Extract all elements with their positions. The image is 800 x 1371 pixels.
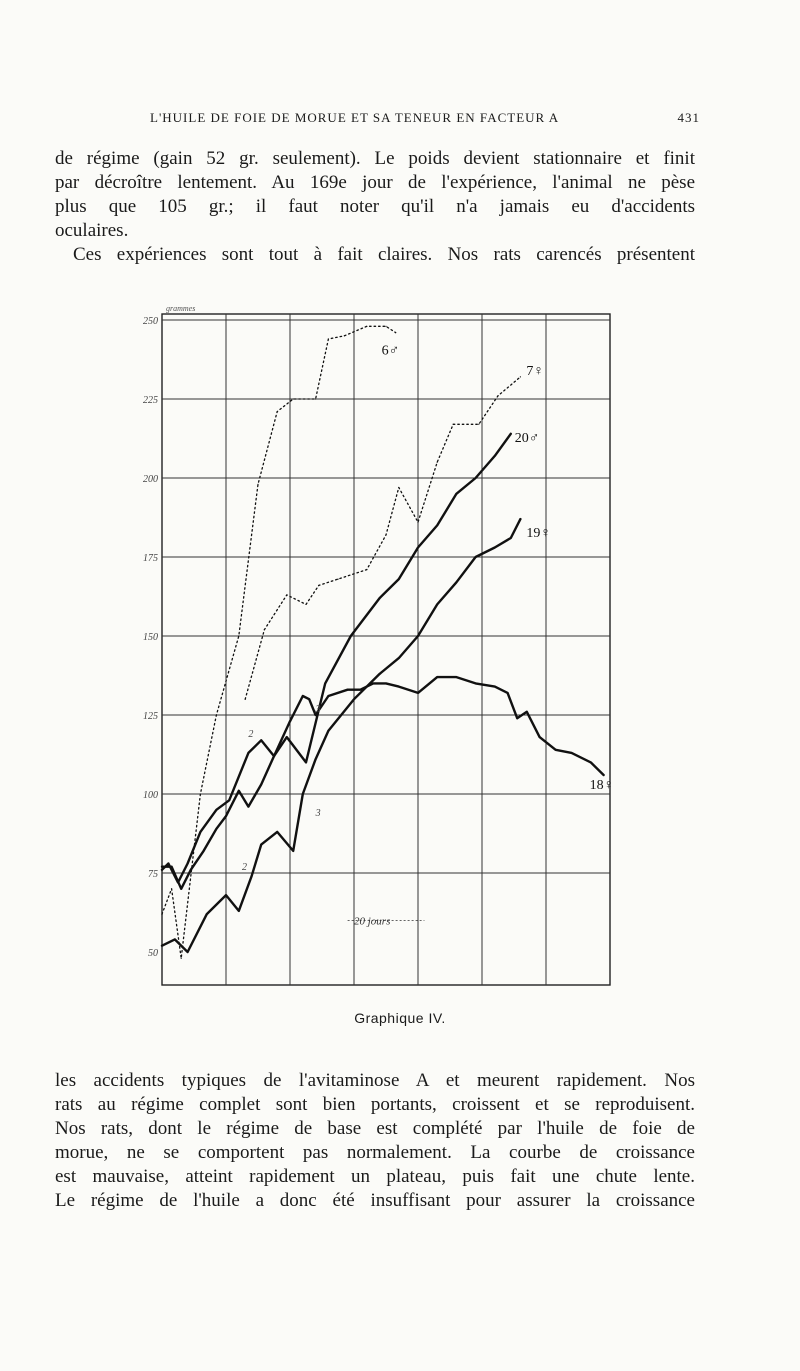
y-tick-label: 225 [143, 395, 158, 406]
running-title: L'HUILE DE FOIE DE MORUE ET SA TENEUR EN FACTEUR A [150, 110, 560, 125]
paragraph-bottom [55, 1069, 695, 1213]
data-point [325, 683, 326, 684]
growth-chart-figure [125, 300, 625, 1000]
data-point [520, 376, 521, 377]
y-tick-label: 150 [143, 632, 158, 643]
data-point [261, 784, 262, 785]
series-line-4 [162, 519, 520, 952]
series-line-1 [162, 326, 396, 958]
data-point [437, 462, 438, 463]
data-point [350, 635, 351, 636]
data-point [475, 477, 476, 478]
data-point [507, 692, 508, 693]
data-point [161, 869, 162, 870]
data-point [539, 737, 540, 738]
data-point [395, 332, 396, 333]
data-point [286, 594, 287, 595]
y-unit-label: grammes [166, 304, 196, 313]
data-point [373, 683, 374, 684]
data-point [181, 958, 182, 959]
y-tick-label: 50 [148, 948, 158, 959]
data-point [161, 945, 162, 946]
data-point [510, 433, 511, 434]
y-tick-label: 175 [143, 553, 158, 564]
paragraph-top [55, 147, 695, 267]
data-point [187, 951, 188, 952]
y-tick-label: 250 [143, 316, 158, 327]
data-point [344, 335, 345, 336]
data-point [225, 895, 226, 896]
data-point [571, 752, 572, 753]
data-point [302, 695, 303, 696]
text-line: par décroître lentement. Au 169e jour de l'expérience, l'animal ne pèse [55, 172, 695, 193]
data-point [385, 683, 386, 684]
data-point [475, 556, 476, 557]
data-point [187, 863, 188, 864]
curve-label-rat7: 7♀ [526, 363, 544, 379]
data-point [277, 831, 278, 832]
data-point [264, 629, 265, 630]
text-line: est mauvaise, atteint rapidement un plateau, puis fait une chute lente. [55, 1166, 695, 1187]
data-point [171, 888, 172, 889]
data-point [494, 686, 495, 687]
data-point [590, 762, 591, 763]
stage-mark: 3 [315, 703, 321, 715]
data-point [225, 816, 226, 817]
data-point [398, 487, 399, 488]
data-point [302, 793, 303, 794]
data-point [328, 730, 329, 731]
data-point [203, 850, 204, 851]
data-point [398, 658, 399, 659]
y-tick-label: 75 [148, 869, 158, 880]
series-line-3 [162, 434, 511, 889]
text-line: les accidents typiques de l'avitaminose A et meurent rapidement. Nos [55, 1070, 695, 1091]
data-point [216, 714, 217, 715]
stage-mark: 2 [248, 729, 254, 741]
text-line: de régime (gain 52 gr. seulement). Le poids devient stationnaire et finit [55, 148, 695, 169]
series-line-5 [162, 677, 604, 882]
data-point [261, 740, 262, 741]
growth-chart [125, 300, 625, 1000]
data-point [417, 522, 418, 523]
data-point [318, 585, 319, 586]
data-point [360, 689, 361, 690]
text-line: oculaires. [55, 220, 129, 241]
curve-label-rat6: 6♂ [381, 343, 400, 359]
figure-caption: Graphique IV. [354, 1010, 446, 1026]
data-point [245, 699, 246, 700]
data-point [293, 850, 294, 851]
data-point [453, 424, 454, 425]
data-point [229, 800, 230, 801]
data-point [398, 579, 399, 580]
data-point [337, 579, 338, 580]
text-line: plus que 105 gr.; il faut noter qu'il n'a jamais eu d'accidents [55, 196, 695, 217]
data-point [603, 774, 604, 775]
data-point [437, 676, 438, 677]
curve-label-rat18: 18♀ [589, 778, 615, 794]
span-label: 20 jours [354, 915, 391, 928]
running-header [150, 110, 700, 132]
data-point [216, 828, 217, 829]
data-point [315, 759, 316, 760]
data-point [273, 755, 274, 756]
series-line-2 [245, 377, 520, 699]
data-point [398, 686, 399, 687]
data-point [456, 493, 457, 494]
data-point [248, 806, 249, 807]
data-point [261, 844, 262, 845]
text-line: morue, ne se comportent pas normalement. La courbe de croissance [55, 1142, 695, 1163]
data-point [168, 863, 169, 864]
data-point [174, 939, 175, 940]
data-point [494, 547, 495, 548]
y-tick-label: 200 [143, 474, 158, 485]
data-point [206, 913, 207, 914]
data-point [385, 534, 386, 535]
data-point [456, 676, 457, 677]
data-point [328, 695, 329, 696]
curve-label-rat19: 19♀ [526, 526, 551, 542]
data-point [417, 635, 418, 636]
data-point [161, 913, 162, 914]
stage-mark: 2 [242, 861, 247, 873]
data-point [366, 569, 367, 570]
stage-mark: 3 [315, 808, 321, 820]
data-point [437, 604, 438, 605]
data-point [216, 809, 217, 810]
data-point [248, 752, 249, 753]
data-point [293, 398, 294, 399]
data-point [366, 326, 367, 327]
data-point [181, 888, 182, 889]
data-point [379, 597, 380, 598]
y-tick-label: 125 [143, 711, 158, 722]
data-point [347, 689, 348, 690]
y-tick-label: 100 [143, 790, 158, 801]
data-point [520, 518, 521, 519]
data-point [277, 411, 278, 412]
data-point [251, 876, 252, 877]
data-point [510, 537, 511, 538]
data-point [200, 793, 201, 794]
data-point [437, 525, 438, 526]
page-number: 431 [677, 110, 700, 125]
text-line: Nos rats, dont le régime de base est complété par l'huile de foie de [55, 1118, 695, 1139]
data-point [328, 338, 329, 339]
data-point [305, 762, 306, 763]
data-point [238, 790, 239, 791]
data-point [353, 699, 354, 700]
curve-label-rat20: 20♂ [514, 430, 540, 446]
data-point [517, 718, 518, 719]
data-point [385, 326, 386, 327]
data-point [177, 882, 178, 883]
plot-frame [162, 314, 610, 985]
data-point [238, 910, 239, 911]
data-point [497, 395, 498, 396]
data-point [315, 398, 316, 399]
data-point [478, 424, 479, 425]
data-point [309, 699, 310, 700]
data-point [475, 683, 476, 684]
data-point [238, 635, 239, 636]
data-point [417, 547, 418, 548]
data-point [289, 721, 290, 722]
data-point [190, 869, 191, 870]
text-line: Le régime de l'huile a donc été insuffisant pour assurer la croissance [55, 1190, 695, 1211]
text-line: rats au régime complet sont bien portants, croissent et se reproduisent. [55, 1094, 695, 1115]
text-line: Ces expériences sont tout à fait claires. Nos rats carencés présentent [73, 244, 695, 265]
data-point [200, 831, 201, 832]
data-point [379, 673, 380, 674]
data-point [555, 749, 556, 750]
data-point [417, 692, 418, 693]
data-point [526, 711, 527, 712]
data-point [161, 866, 162, 867]
data-point [305, 604, 306, 605]
data-point [494, 455, 495, 456]
data-point [456, 582, 457, 583]
data-point [257, 484, 258, 485]
data-point [286, 737, 287, 738]
